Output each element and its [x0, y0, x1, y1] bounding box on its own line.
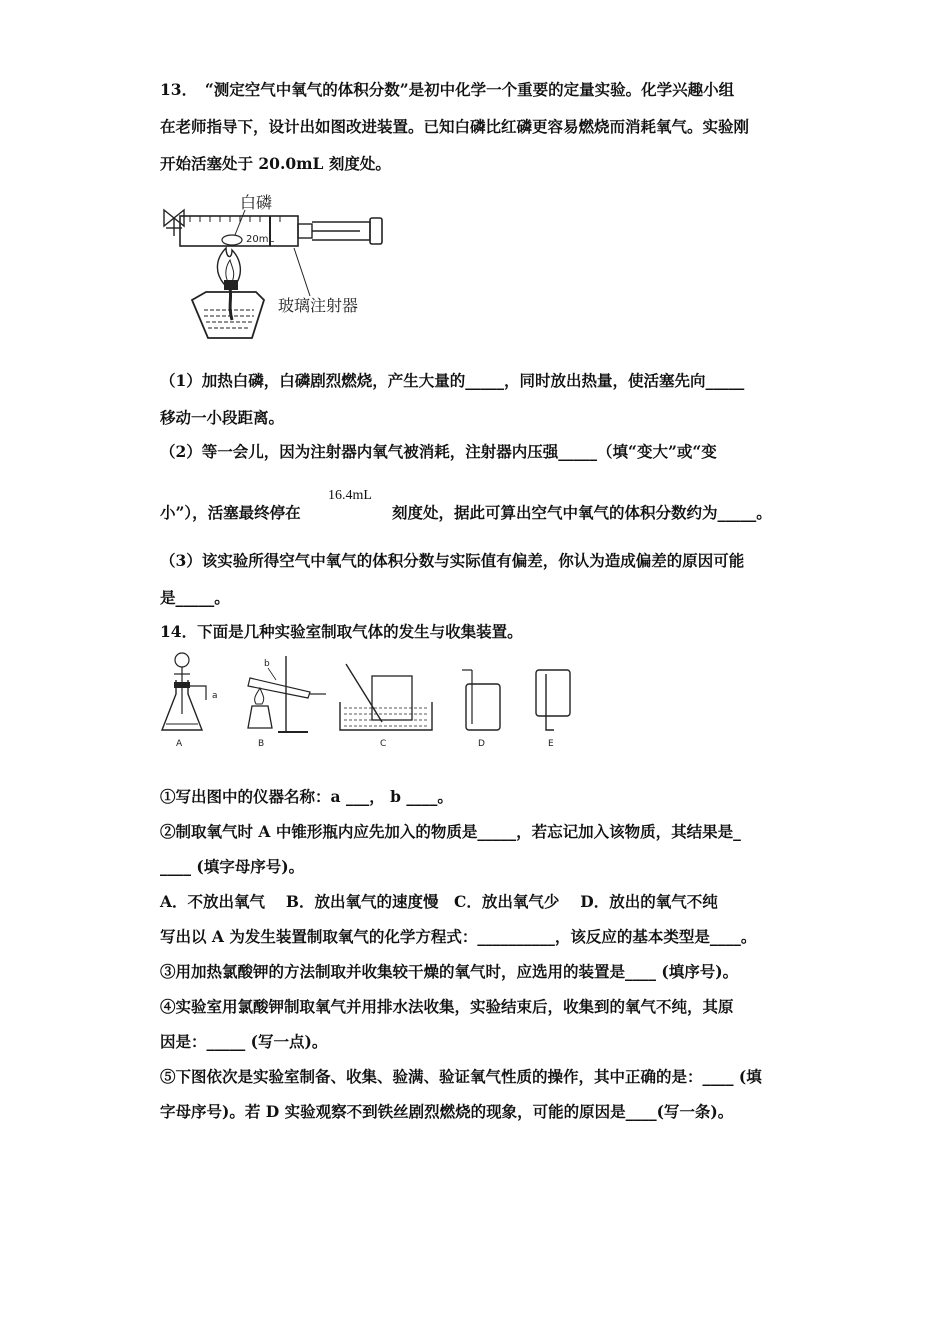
q13-part3-line-2: 是_____。: [160, 588, 230, 607]
q13-part3-line-1: （3）该实验所得空气中氧气的体积分数与实际值有偏差，你认为造成偏差的原因可能: [160, 551, 745, 570]
label-white-phosphorus: 白磷: [240, 193, 273, 212]
q14-options: A．不放出氧气 B．放出氧气的速度慢 C．放出氧气少 D．放出的氧气不纯: [160, 892, 718, 911]
label-A: A: [176, 739, 183, 749]
q13-line-3: 开始活塞处于 20.0mL 刻度处。: [160, 154, 391, 173]
q13-part1-line-1: （1）加热白磷，白磷剧烈燃烧，产生大量的_____，同时放出热量，使活塞先向_____: [160, 371, 745, 390]
q13-part2-line-1: （2）等一会儿，因为注射器内氧气被消耗，注射器内压强_____（填“变大”或“变: [160, 442, 717, 461]
label-b: b: [264, 659, 270, 669]
syringe-apparatus-figure: [160, 188, 400, 348]
q14-sub5-line-2: 字母序号)。若 D 实验观察不到铁丝剧烈燃烧的现象，可能的原因是____(写一条)。: [160, 1102, 734, 1121]
label-a: a: [212, 691, 218, 701]
label-E: E: [548, 739, 554, 749]
label-20ml-scale: 20mL: [246, 234, 275, 245]
label-B: B: [258, 739, 265, 749]
q14-sub5-line-1: ⑤下图依次是实验室制备、收集、验满、验证氧气性质的操作，其中正确的是：____ (填: [160, 1067, 762, 1086]
q14-sub4-line-2: 因是：_____ (写一点)。: [160, 1032, 328, 1051]
q14-sub2-line-2: ____ (填字母序号)。: [160, 857, 305, 876]
q13-part2-line-2a: 小”），活塞最终停在: [160, 503, 301, 522]
q14-sub2-line-1: ②制取氧气时 A 中锥形瓶内应先加入的物质是_____，若忘记加入该物质，其结果是_: [160, 822, 741, 841]
gas-apparatus-figure: [160, 650, 580, 750]
label-D: D: [478, 739, 485, 749]
label-glass-syringe: 玻璃注射器: [278, 296, 359, 315]
q13-part1-line-2: 移动一小段距离。: [160, 408, 285, 427]
q13-line-2: 在老师指导下，设计出如图改进装置。已知白磷比红磷更容易燃烧而消耗氧气。实验刚: [160, 117, 750, 136]
q14-sub3: ③用加热氯酸钾的方法制取并收集较干燥的氧气时，应选用的装置是____ (填序号)。: [160, 962, 739, 981]
q13-part2-line-2b: 刻度处，据此可算出空气中氧气的体积分数约为_____。: [392, 503, 772, 522]
q14-sub2-line-3: 写出以 A 为发生装置制取氧气的化学方程式：__________，该反应的基本类型是____。: [160, 927, 757, 946]
q14-sub1: ①写出图中的仪器名称：a ___， b ____。: [160, 787, 453, 806]
q13-line-1: 13． “测定空气中氧气的体积分数”是初中化学一个重要的定量实验。化学兴趣小组: [160, 80, 735, 99]
q14-line-1: 14．下面是几种实验室制取气体的发生与收集装置。: [160, 622, 523, 641]
q14-sub4-line-1: ④实验室用氯酸钾制取氧气并用排水法收集，实验结束后，收集到的氧气不纯，其原: [160, 997, 734, 1016]
volume-value-16-4ml: 16.4mL: [328, 488, 372, 503]
label-C: C: [380, 739, 387, 749]
